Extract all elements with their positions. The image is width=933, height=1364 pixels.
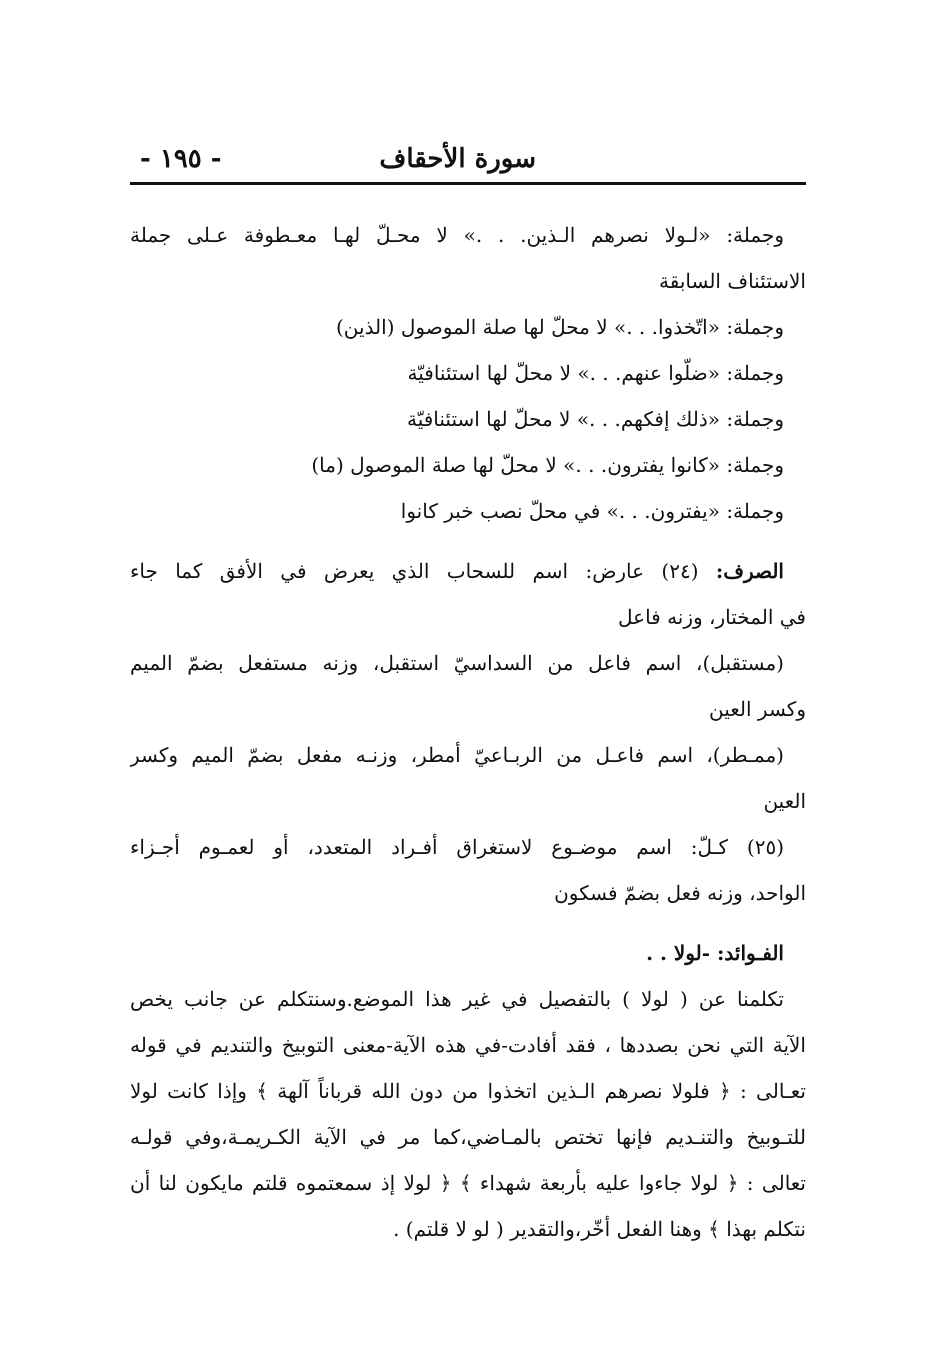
mustaqbil-line-1: (مستقبل)، اسم فاعل من السداسيّ استقبل، وزنه مستفعل بضمّ الميم [130,651,784,675]
sarf-text-1: (٢٤) عارض: اسم للسحاب الذي يعرض في الأفق كما جاء [130,559,699,583]
fawaid-line-1: تكلمنا عن ( لولا ) بالتفصيل في غير هذا الموضع.وسنتكلم عن جانب يخص [130,987,784,1011]
intro-line-1: وجملة: «لـولا نصرهم الـذين. . .» لا محـلّ لهـا معـطوفة عـلى جملة [130,223,784,247]
section-gap [130,916,806,930]
mumtir-line-1: (ممـطر)، اسم فاعـل من الربـاعيّ أمطر، وزنـه مفعل بضمّ الميم وكسر [130,743,784,767]
page-header [130,142,806,182]
sentence-item-5: وجملة: «يفترون. . .» في محلّ نصب خبر كانوا [400,499,784,523]
page-title: سورة الأحقاف [379,144,536,174]
kull-line-1: (٢٥) كـلّ: اسم موضـوع لاستغراق أفـراد المتعدد، أو لعمـوم أجـزاء [130,835,784,859]
fawaid-line-6: نتكلم بهذا ﴾ وهنا الفعل أخّر،والتقدير ( لو لا قلتم) . [393,1217,806,1241]
fawaid-line-3: تعـالى : ﴿ فلولا نصرهم الـذين اتخذوا من دون الله قرباناً آلهة ﴾ وإذا كانت لولا [130,1079,806,1103]
fawaid-line-5: تعالى : ﴿ لولا جاءوا عليه بأربعة شهداء ﴾ ﴿ لولا إذ سمعتموه قلتم مايكون لنا أن [130,1171,806,1195]
sentence-item-2: وجملة: «ضلّوا عنهم. . .» لا محلّ لها استئنافيّة [407,361,784,385]
sentence-item-4: وجملة: «كانوا يفترون. . .» لا محلّ لها صلة الموصول (ما) [311,453,784,477]
kull-line-2: الواحد، وزنه فعل بضمّ فسكون [554,881,806,905]
sarf-line-2: في المختار، وزنه فاعل [617,605,806,629]
page-number: - ١٩٥ - [140,144,222,174]
section-gap [130,534,806,548]
fawaid-line-2: الآية التي نحن بصددها ، فقد أفادت-في هذه الآية-معنى التوبيخ والتنديم في قوله [130,1033,806,1057]
sarf-label: الصرف: [715,559,784,583]
intro-line-2: الاستئناف السابقة [658,269,806,293]
header-divider [130,182,806,185]
sarf-line-1 [130,548,806,594]
fawaid-line-4: للتـوبيخ والتنـديم فإنها تختص بالمـاضي،كما مر في الآية الكـريمـة،وفي قولـه [130,1125,806,1149]
mustaqbil-line-2: وكسر العين [709,697,806,721]
fawaid-heading: الفـوائد: -لولا . . [646,941,784,965]
sentence-item-1: وجملة: «اتّخذوا. . .» لا محلّ لها صلة الموصول (الذين) [335,315,784,339]
sentence-item-3: وجملة: «ذلك إفكهم. . .» لا محلّ لها استئنافيّة [406,407,784,431]
page-body [130,212,806,1252]
mumtir-line-2: العين [763,789,806,813]
